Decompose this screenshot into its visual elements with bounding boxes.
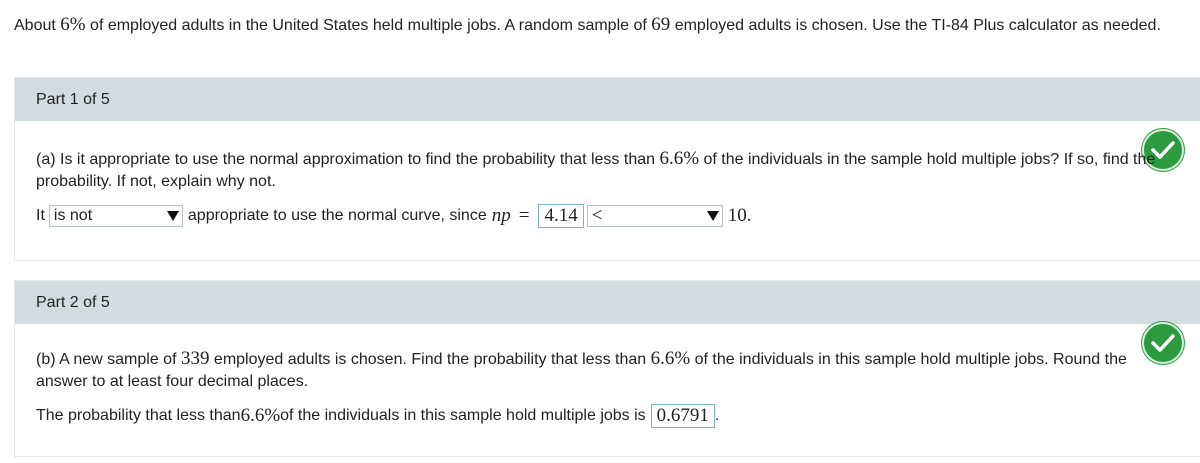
probability-input[interactable]: 0.6791 bbox=[651, 404, 715, 428]
part-2-question: (b) A new sample of 339 employed adults is chosen. Find the probability that less than 6.6% of the individuals in this sample hold multiple jobs. Round the answer to at least four decimal places. bbox=[36, 348, 1127, 390]
appropriateness-select[interactable] bbox=[49, 205, 183, 227]
intro-percent: 6% bbox=[60, 14, 86, 35]
part-2-answer-row: The probability that less than 6.6% of the individuals in this sample hold multiple jobs is 0.6791 . bbox=[36, 405, 720, 426]
equals-sign: = bbox=[518, 205, 530, 226]
select-value: is not bbox=[53, 207, 93, 224]
triangle-down-icon bbox=[707, 211, 719, 221]
problem-intro bbox=[14, 13, 1184, 38]
np-value-input[interactable]: 4.14 bbox=[538, 204, 583, 228]
part-2-header[interactable] bbox=[15, 281, 1200, 324]
intro-text: About bbox=[14, 17, 61, 34]
intro-text: of employed adults in the United States held multiple jobs. A random sample of bbox=[85, 17, 652, 34]
np-label: np bbox=[491, 205, 511, 226]
part-1-panel bbox=[14, 77, 1200, 261]
triangle-down-icon bbox=[167, 211, 179, 221]
part-1-answer-row bbox=[36, 204, 751, 228]
comparison-select[interactable] bbox=[587, 205, 723, 227]
part-1-header[interactable] bbox=[15, 78, 1200, 121]
select-value: < bbox=[591, 205, 603, 226]
threshold-value: 10. bbox=[727, 205, 752, 226]
part-2-panel bbox=[14, 280, 1200, 457]
it-label: It bbox=[36, 207, 45, 224]
intro-text: employed adults is chosen. Use the TI-84 Plus calculator as needed. bbox=[670, 17, 1161, 34]
part-1-question: (a) Is it appropriate to use the normal approximation to find the probability that less than 6.6% of the individuals in the sample hold multiple jobs? If so, find the probability. If not, explain why not. bbox=[36, 148, 1156, 190]
part-2-title: Part 2 of 5 bbox=[36, 293, 110, 311]
part-1-title: Part 1 of 5 bbox=[36, 90, 110, 108]
intro-sample-size: 69 bbox=[651, 14, 671, 35]
explanation-text: appropriate to use the normal curve, since bbox=[187, 207, 487, 224]
